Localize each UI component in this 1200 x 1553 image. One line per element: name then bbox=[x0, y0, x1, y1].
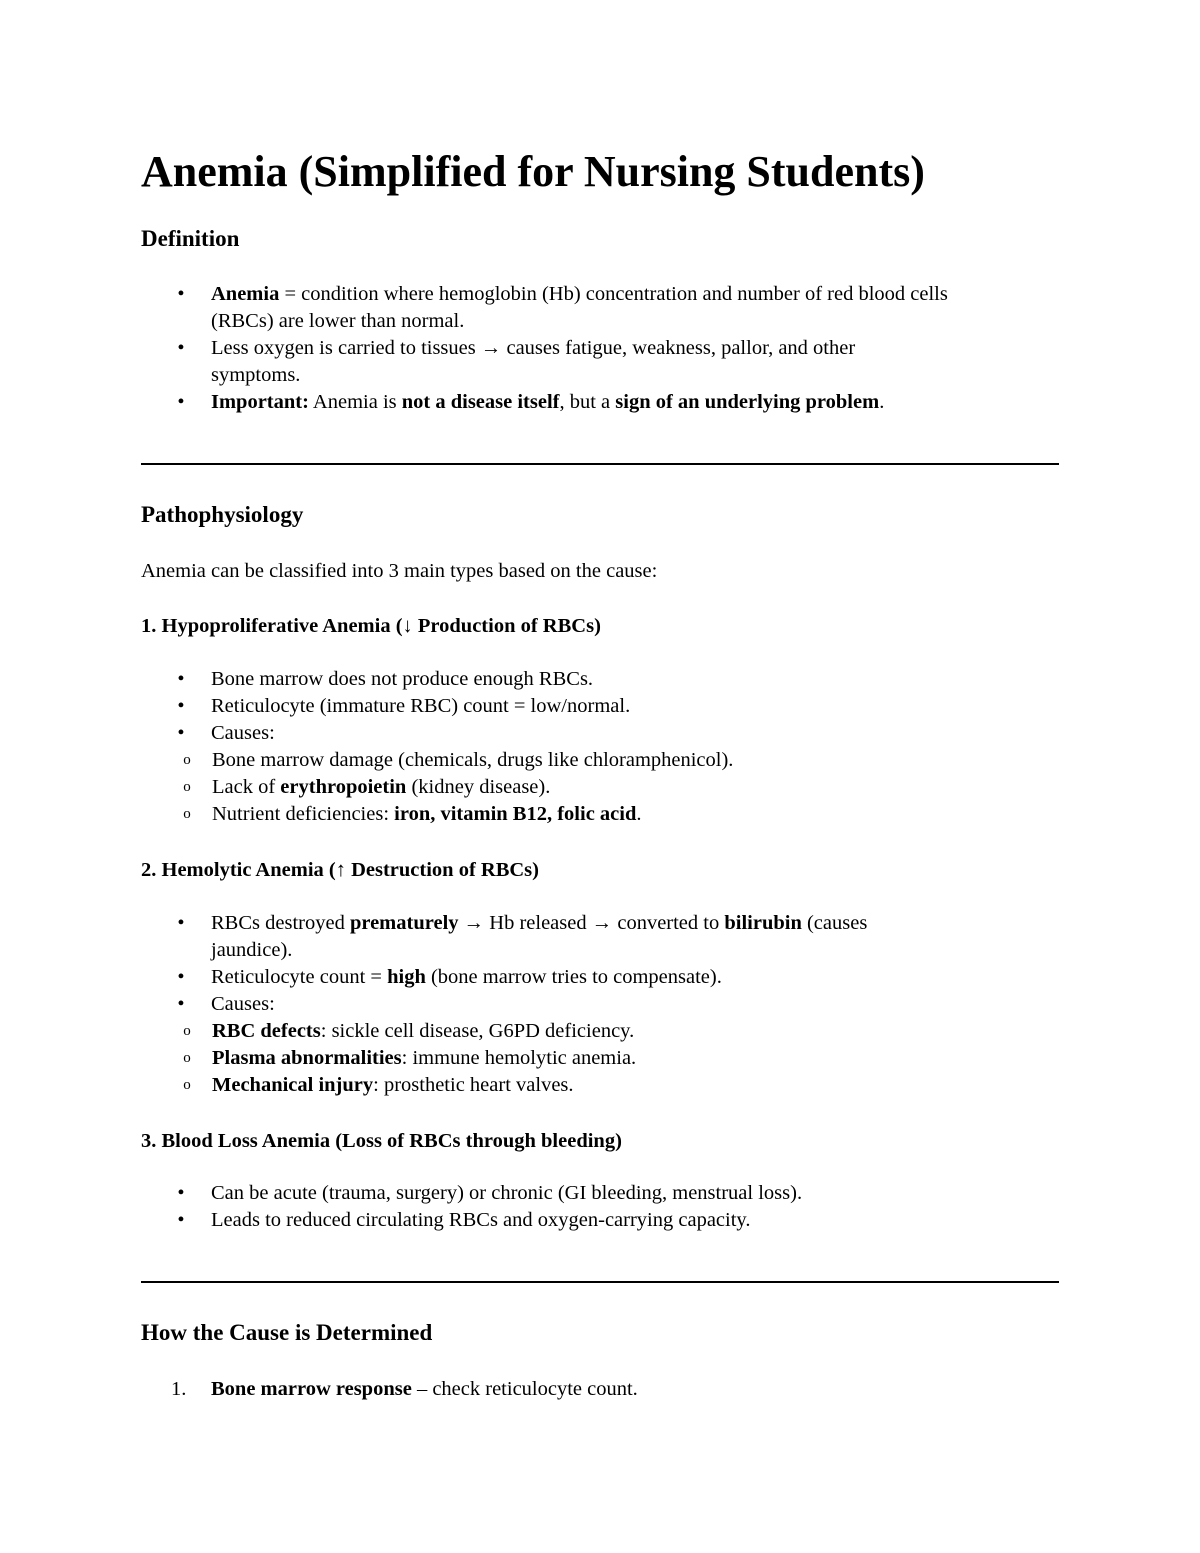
bullet-icon: • bbox=[177, 966, 185, 988]
bullet-icon: • bbox=[177, 993, 185, 1015]
list-item: • Leads to reduced circulating RBCs and oxygen-carrying capacity. bbox=[141, 1207, 1059, 1234]
bullet-icon: • bbox=[177, 391, 185, 413]
section-divider bbox=[141, 1281, 1059, 1283]
list-item: • Bone marrow does not produce enough RBCs. bbox=[141, 666, 1059, 693]
section-divider bbox=[141, 463, 1059, 465]
bullet-icon: • bbox=[177, 1209, 185, 1231]
sub-bullet-icon: o bbox=[183, 1077, 191, 1093]
cause-list bbox=[141, 1376, 1059, 1403]
bullet-icon: • bbox=[177, 912, 185, 934]
list-item: o Nutrient deficiencies: iron, vitamin B12, folic acid. bbox=[141, 801, 1059, 828]
cause-heading: How the Cause is Determined bbox=[141, 1320, 433, 1345]
pathophysiology-heading: Pathophysiology bbox=[141, 502, 304, 527]
sub-bullet-icon: o bbox=[183, 752, 191, 768]
list-item: o RBC defects: sickle cell disease, G6PD deficiency. bbox=[141, 1018, 1059, 1045]
list-number: 1. bbox=[171, 1378, 187, 1400]
list-item: • Can be acute (trauma, surgery) or chronic (GI bleeding, menstrual loss). bbox=[141, 1180, 1059, 1207]
sub-bullet-icon: o bbox=[183, 779, 191, 795]
type1-heading: 1. Hypoproliferative Anemia (↓ Production of RBCs) bbox=[141, 615, 601, 637]
bullet-icon: • bbox=[177, 337, 185, 359]
bullet-icon: • bbox=[177, 283, 185, 305]
type2-heading: 2. Hemolytic Anemia (↑ Destruction of RBCs) bbox=[141, 859, 539, 881]
list-item: • RBCs destroyed prematurely → Hb released → converted to bilirubin (causes jaundice). bbox=[141, 910, 1059, 964]
list-item: o Bone marrow damage (chemicals, drugs like chloramphenicol). bbox=[141, 747, 1059, 774]
type2-list bbox=[141, 910, 1059, 1099]
list-item: • Anemia = condition where hemoglobin (Hb) concentration and number of red blood cells (RBCs) are lower than normal. bbox=[141, 281, 1059, 335]
list-item: • Important: Anemia is not a disease itself, but a sign of an underlying problem. bbox=[141, 389, 1059, 416]
list-item: • Less oxygen is carried to tissues → causes fatigue, weakness, pallor, and other symptoms. bbox=[141, 335, 1059, 389]
list-item: o Mechanical injury: prosthetic heart valves. bbox=[141, 1072, 1059, 1099]
type3-list bbox=[141, 1180, 1059, 1234]
list-item: • Reticulocyte (immature RBC) count = low/normal. bbox=[141, 693, 1059, 720]
list-item: • Reticulocyte count = high (bone marrow tries to compensate). bbox=[141, 964, 1059, 991]
sub-bullet-icon: o bbox=[183, 1050, 191, 1066]
list-item: o Plasma abnormalities: immune hemolytic anemia. bbox=[141, 1045, 1059, 1072]
type2-causes-list bbox=[141, 1018, 1059, 1099]
type1-list bbox=[141, 666, 1059, 828]
page-title: Anemia (Simplified for Nursing Students) bbox=[141, 147, 925, 196]
pathophysiology-intro: Anemia can be classified into 3 main types based on the cause: bbox=[141, 560, 658, 582]
bullet-icon: • bbox=[177, 1182, 185, 1204]
bullet-icon: • bbox=[177, 722, 185, 744]
bullet-icon: • bbox=[177, 668, 185, 690]
type3-heading: 3. Blood Loss Anemia (Loss of RBCs through bleeding) bbox=[141, 1130, 622, 1152]
definition-list bbox=[141, 281, 1059, 416]
list-item: o Lack of erythropoietin (kidney disease). bbox=[141, 774, 1059, 801]
list-item: 1. Bone marrow response – check reticulocyte count. bbox=[141, 1376, 1059, 1403]
sub-bullet-icon: o bbox=[183, 806, 191, 822]
list-item: • Causes: o RBC defects: sickle cell disease, G6PD deficiency. o Plasma abnormalities: immune hemolytic anemia. o Mechanical injury: prosthetic heart valves. bbox=[141, 991, 1059, 1099]
list-item: • Causes: o Bone marrow damage (chemicals, drugs like chloramphenicol). o Lack of erythropoietin (kidney disease). o Nutrient deficiencies: iron, vitamin B12, folic acid. bbox=[141, 720, 1059, 828]
type1-causes-list bbox=[141, 747, 1059, 828]
definition-heading: Definition bbox=[141, 226, 240, 251]
sub-bullet-icon: o bbox=[183, 1023, 191, 1039]
bullet-icon: • bbox=[177, 695, 185, 717]
